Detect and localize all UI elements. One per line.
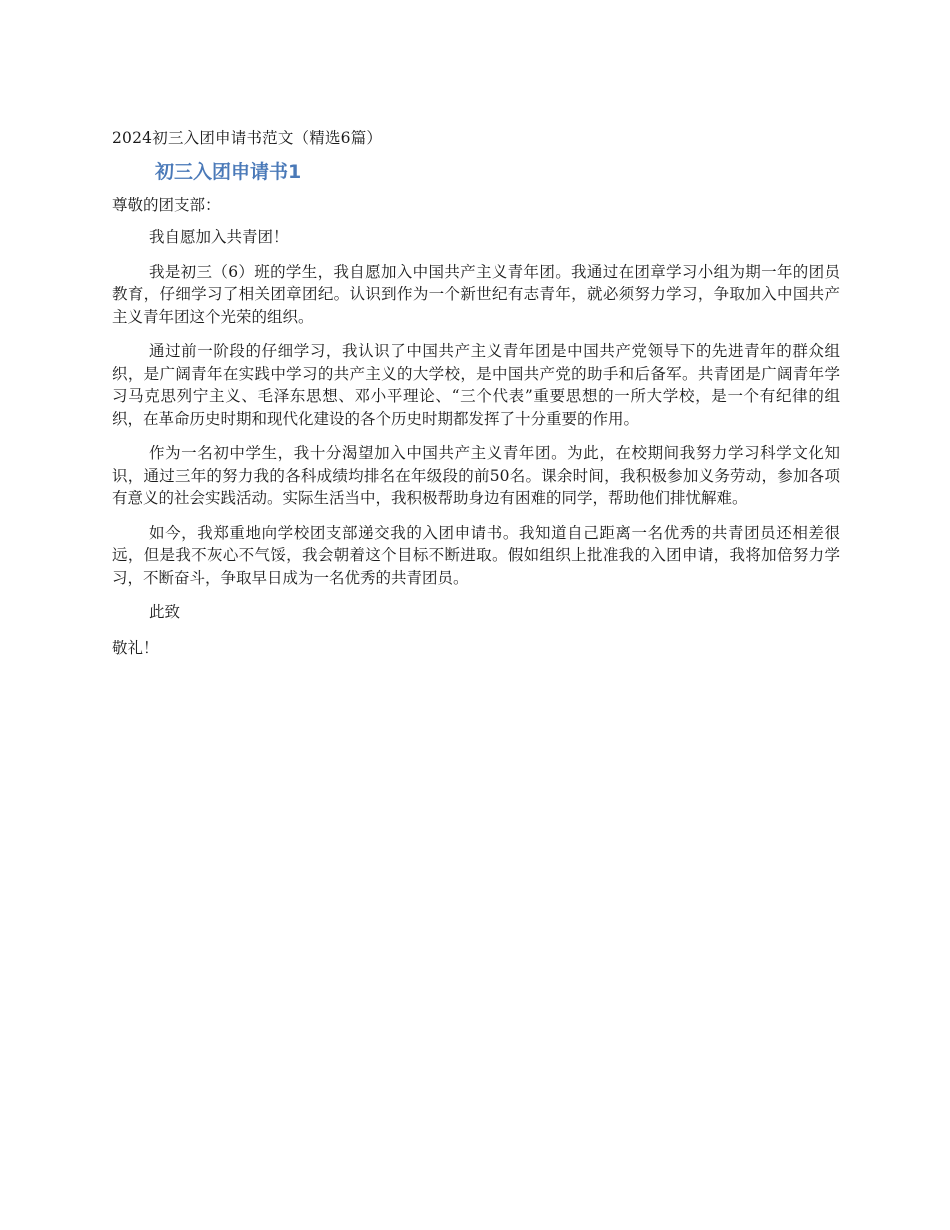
paragraph: 我自愿加入共青团！ (149, 228, 289, 246)
document-page (112, 127, 840, 659)
section-heading: 初三入团申请书1 (155, 161, 302, 183)
regards-line: 敬礼！ (112, 639, 159, 657)
paragraph: 我是初三（6）班的学生，我自愿加入中国共产主义青年团。我通过在团章学习小组为期一年的团员教育，仔细学习了相关团章团纪。认识到作为一个新世纪有志青年，就必须努力学习，争取加入中国共产主义青年团这个光荣的组织。 (112, 262, 840, 326)
paragraph: 通过前一阶段的仔细学习，我认识了中国共产主义青年团是中国共产党领导下的先进青年的群众组织，是广阔青年在实践中学习的共产主义的大学校，是中国共产党的助手和后备军。共青团是广阔青年学习马克思列宁主义、毛泽东思想、邓小平理论、“三个代表”重要思想的一所大学校，是一个有纪律的组织，在革命历史时期和现代化建设的各个历史时期都发挥了十分重要的作用。 (112, 342, 840, 428)
document-title: 2024初三入团申请书范文（精选6篇） (112, 129, 383, 147)
paragraph: 如今，我郑重地向学校团支部递交我的入团申请书。我知道自己距离一名优秀的共青团员还相差很远，但是我不灰心不气馁，我会朝着这个目标不断进取。假如组织上批准我的入团申请，我将加倍努力学习，不断奋斗，争取早日成为一名优秀的共青团员。 (112, 523, 840, 587)
closing-line: 此致 (149, 603, 181, 621)
salutation: 尊敬的团支部： (112, 196, 221, 214)
paragraph: 作为一名初中学生，我十分渴望加入中国共产主义青年团。为此，在校期间我努力学习科学文化知识，通过三年的努力我的各科成绩均排名在年级段的前50名。课余时间，我积极参加义务劳动，参加各项有意义的社会实践活动。实际生活当中，我积极帮助身边有困难的同学，帮助他们排忧解难。 (112, 444, 840, 507)
